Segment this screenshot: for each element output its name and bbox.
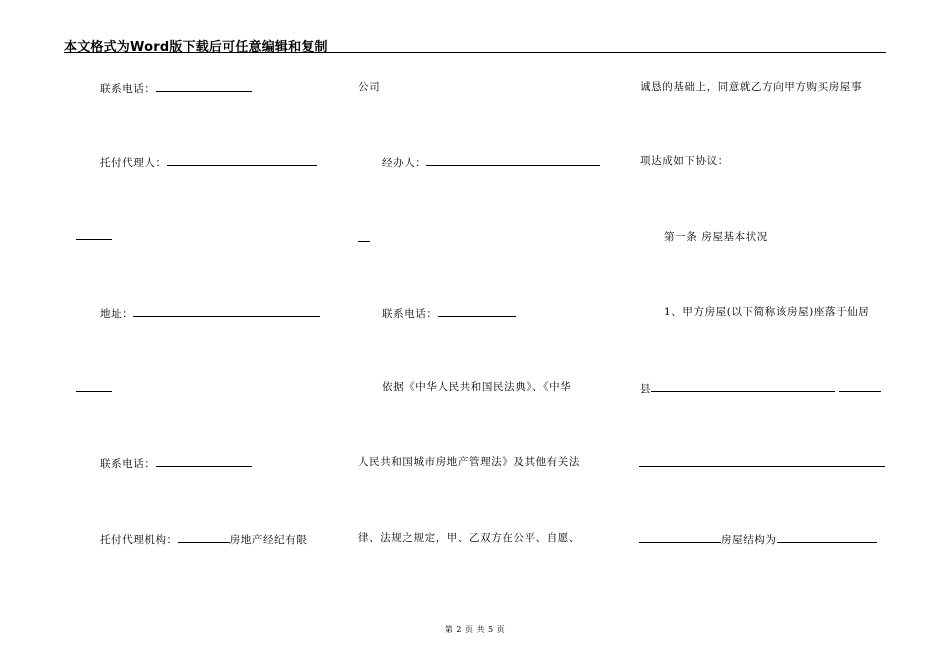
agency-label: 托付代理机构：	[100, 534, 178, 546]
header-divider	[64, 52, 886, 53]
document-header: 本文格式为Word版下载后可任意编辑和复制	[64, 40, 328, 55]
article-1-item-1: 1、甲方房屋(以下简称该房屋)座落于仙居	[664, 306, 870, 318]
address-continuation-blank	[639, 455, 885, 467]
phone-label: 联系电话：	[100, 83, 156, 95]
continuation-line-3	[358, 230, 370, 246]
handler-phone-line	[382, 305, 516, 321]
legal-basis-line-1: 依据《中华人民共和国民法典》、《中华	[382, 381, 572, 393]
party-a-phone-line	[100, 455, 252, 471]
structure-pre-blank	[639, 531, 721, 543]
legal-basis-line-3: 律、法规之规定，甲、乙双方在公平、自愿、	[358, 532, 580, 544]
structure-blank	[777, 531, 877, 543]
phone-label: 联系电话：	[100, 458, 156, 470]
agent-blank	[167, 154, 317, 166]
agency-blank	[178, 531, 230, 543]
handler-label: 经办人：	[382, 157, 427, 169]
continuation-blank-1	[76, 228, 112, 240]
agent-label: 托付代理人：	[100, 157, 167, 169]
legal-basis-line-2: 人民共和国城市房地产管理法》及其他有关法	[358, 456, 580, 468]
agency-line	[100, 531, 307, 547]
structure-line	[639, 531, 877, 547]
address-label: 地址：	[100, 308, 134, 320]
agreement-intro-line-1: 诚恳的基础上，同意就乙方向甲方购买房屋事	[640, 81, 862, 93]
handler-blank	[426, 154, 600, 166]
article-1-title: 第一条 房屋基本状况	[664, 231, 768, 243]
county-blank	[651, 380, 835, 392]
agency-suffix: 房地产经纪有限	[229, 534, 308, 546]
company-suffix-line: 公司	[358, 81, 381, 93]
handler-line	[382, 154, 600, 170]
structure-label: 房屋结构为	[721, 534, 777, 546]
phone-label: 联系电话：	[382, 308, 438, 320]
agreement-intro-line-2: 项达成如下协议：	[640, 155, 729, 167]
phone-blank	[156, 455, 252, 467]
continuation-blank-2	[76, 380, 112, 392]
county-blank-2	[839, 380, 881, 392]
continuation-blank-3	[358, 230, 370, 242]
party-b-phone-line	[100, 80, 252, 96]
agent-line	[100, 154, 317, 170]
county-line	[640, 380, 881, 396]
address-blank	[133, 305, 320, 317]
phone-blank	[438, 305, 516, 317]
phone-blank	[156, 80, 252, 92]
continuation-line-1	[76, 228, 112, 244]
county-label: 县	[640, 383, 652, 395]
continuation-line-2	[76, 380, 112, 396]
page-number: 第 2 页 共 5 页	[444, 625, 506, 634]
address-continuation-line	[639, 455, 885, 471]
address-line	[100, 305, 320, 321]
